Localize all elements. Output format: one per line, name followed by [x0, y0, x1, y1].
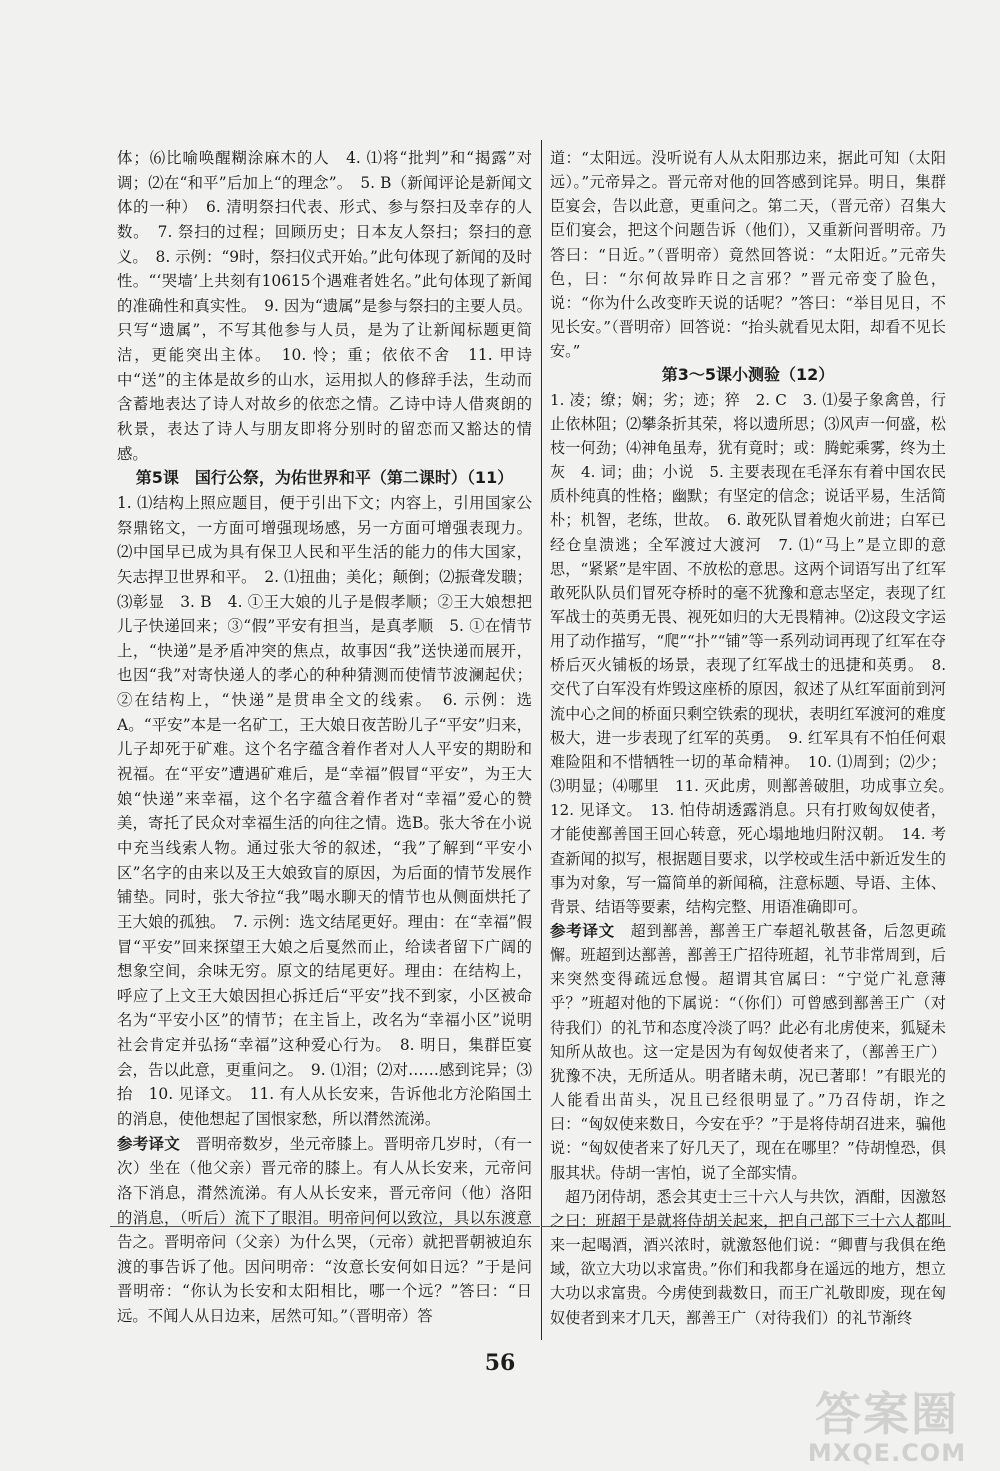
translation-text: 超到鄯善，鄯善王广奉超礼敬甚备，后忽更疏懈。班超到达鄯善，鄯善王广招待班超，礼节非常周到，后来突然变得疏远怠慢。超谓其官属曰：“宁觉广礼意薄乎？”班超对他的下属说：“（你们）可曾感到鄯善王广（对待我们）的礼节和态度冷淡了吗？此必有北虏使来，狐疑未知所从故也。这一定是因为有匈奴使者来了，（鄯善王广）犹豫不决，无所适从。明者睹未萌，况已著耶！”有眼光的人能看出苗头，况且已经很明显了。”乃召侍胡，诈之曰：“匈奴使来数日，今安在乎？”于是将侍胡召进来，骗他说：“匈奴使者来了好几天了，现在在哪里？”侍胡惶恐，俱服其状。侍胡一害怕，说了全部实情。 — [550, 922, 946, 1182]
answer-block: 1. 凌；缭；娴；劣；迹；猝 2. C 3. ⑴晏子象禽兽，行止依林阻；⑵攀条折其荣，将以遗所思；⑶风声一何盛，松枝一何劲；⑷神龟虽寿，犹有竟时；或：腾蛇乘雾，终为土灰 4. 词；曲；小说 5. 主要表现在毛泽东有着中国农民质朴纯真的性格；幽默；有坚定的信念；说话平易，生活简朴；机智，老练，世故。 6. 敢死队冒着炮火前进；白军已经仓皇溃逃；全军渡过大渡河 7. ⑴“马上”是立即的意思，“紧紧”是牢固、不放松的意思。这两个词语写出了红军敢死队队员们冒死夺桥时的毫不犹豫和意志坚定，表现了红军战士的英勇无畏、视死如归的大无畏精神。⑵这段文字运用了动作描写，“爬”“扑”“铺”等一系列动词再现了红军在夺桥后灭火铺板的场景，表现了红军战士的迅捷和英勇。 8. 交代了白军没有炸毁这座桥的原因，叙述了从红军面前到河流中心之间的桥面只剩空铁索的现状，表明红军渡河的难度极大，进一步表现了红军的英勇。 9. 红军具有不怕任何艰难险阻和不惜牺牲一切的革命精神。 10. ⑴周到；⑵少；⑶明显；⑷哪里 11. 灭此虏，则鄯善破胆，功成事立矣。 12. 见译文。 13. 怕侍胡透露消息。只有打败匈奴使者，才能使鄯善国王回心转意，死心塌地地归附汉朝。 14. 考查新闻的拟写，根据题目要求，以学校或生活中新近发生的事为对象，写一篇简单的新闻稿，注意标题、导语、主体、背景、结语等要素，结构完整、用语准确即可。 — [550, 390, 962, 916]
translation-label: 参考译文 — [117, 1134, 181, 1153]
watermark-main: 答案圈 — [815, 1387, 959, 1441]
section-heading: 第3～5课小测验（12） — [661, 365, 835, 385]
answer-block: 道：“太阳远。没听说有人从太阳那边来，据此可知（太阳远）。”元帝异之。晋元帝对他的回答感到诧异。明日，集群臣宴会，告以此意，更重问之。第二天，（晋元帝）召集大臣们宴会，把这个问题告诉（他们），又重新问晋明帝。乃答曰：“日近。”（晋明帝）竟然回答说：“太阳近。”元帝失色，曰：“尔何故异昨日之言邪？”晋元帝变了脸色，说：“你为什么改变昨天说的话呢？”答曰：“举目见日，不见长安。”（晋明帝）回答说：“抬头就看见太阳，却看不见长安。” — [550, 149, 946, 361]
answer-block: 体；⑹比喻唤醒糊涂麻木的人 4. ⑴将“批判”和“揭露”对调；⑵在“和平”后加上“的理念”。 5. B（新闻评论是新闻文体的一种） 6. 清明祭扫代表、形式、参与祭扫及幸存的人数。 7. 祭扫的过程；回顾历史；日本友人祭扫；祭扫的意义。 8. 示例：“9时，祭扫仪式开始。”此句体现了新闻的及时性。“‘哭墙’上共刻有10615个遇难者姓名。”此句体现了新闻的准确性和真实性。 9. 因为“遗属”是参与祭扫的主要人员。只写“遗属”，不写其他参与人员，是为了让新闻标题更简洁，更能突出主体。 10. 怜；重；依依不舍 11. 甲诗中“送”的主体是故乡的山水，运用拟人的修辞手法，生动而含蓄地表达了诗人对故乡的依恋之情。乙诗中诗人借爽朗的秋景，表达了诗人与朋友即将分别时的留恋而又豁达的情感。 — [117, 149, 532, 463]
column-divider — [541, 140, 542, 1340]
translation-block: 超乃闭侍胡，悉会其吏士三十六人与共饮，酒酣，因激怒之曰：班超于是就将侍胡关起来，把自己部下三十六人都叫来一起喝酒，酒兴浓时，就激怒他们说：“卿曹与我俱在绝域，欲立大功以求富贵。”你们和我都身在遥远的地方，想立大功以求富贵。今虏使到裁数日，而王广礼敬即废，现在匈奴使者到来才几天，鄯善王广（对待我们）的礼节渐终 — [550, 1187, 946, 1327]
watermark-url: MXQE.COM — [807, 1439, 967, 1467]
section-heading: 第5课 国行公祭，为佑世界和平（第二课时）（11） — [135, 468, 514, 488]
translation-block — [117, 1132, 532, 1329]
translation-label: 参考译文 — [550, 922, 615, 940]
right-column — [550, 146, 962, 1330]
page-number: 56 — [484, 1350, 516, 1376]
translation-block — [550, 919, 946, 1185]
translation-text: 晋明帝数岁，坐元帝膝上。晋明帝几岁时，（有一次）坐在（他父亲）晋元帝的膝上。有人从长安来，元帝问洛下消息，潸然流涕。有人从长安来，晋元帝问（他）洛阳的消息，（听后）流下了眼泪。明帝问何以致泣，具以东渡意告之。晋明帝问（父亲）为什么哭，（元帝）就把晋朝被迫东渡的事告诉了他。因问明帝：“汝意长安何如日远？”于是问晋明帝：“你认为长安和太阳相比，哪一个远？”答曰：“日远。不闻人从日边来，居然可知。”（晋明帝）答 — [117, 1134, 532, 1326]
watermark-logo — [792, 1388, 982, 1468]
left-column — [117, 146, 532, 1329]
answer-block: 1. ⑴结构上照应题目，便于引出下文；内容上，引用国家公祭鼎铭文，一方面可增强现场感，另一方面可增强表现力。⑵中国早已成为具有保卫人民和平生活的能力的伟大国家，矢志捍卫世界和平。 2. ⑴扭曲；美化；颠倒；⑵振聋发聩；⑶彰显 3. B 4. ①王大娘的儿子是假孝顺；②王大娘想把儿子快递回来；③“假”平安有担当，是真孝顺 5. ①在情节上，“快递”是矛盾冲突的焦点，故事因“我”送快递而展开，也因“我”对寄快递人的孝心的种种猜测而使情节波澜起伏；②在结构上，“快递”是贯串全文的线索。 6. 示例：选A。“平安”本是一名矿工，王大娘日夜苦盼儿子“平安”归来，儿子却死于矿难。这个名字蕴含着作者对人人平安的期盼和祝福。在“平安”遭遇矿难后，是“幸福”假冒“平安”，为王大娘“快递”来幸福，这个名字蕴含着作者对“幸福”爱心的赞美，寄托了民众对幸福生活的向往之情。选B。张大爷在小说中充当线索人物。通过张大爷的叙述，“我”了解到“平安小区”名字的由来以及王大娘致盲的原因，为后面的情节发展作铺垫。同时，张大爷拉“我”喝水聊天的情节也从侧面烘托了王大娘的孤独。 7. 示例：选文结尾更好。理由：在“幸福”假冒“平安”回来探望王大娘之后戛然而止，给读者留下广阔的想象空间，余味无穷。原文的结尾更好。理由：在结构上，呼应了上文王大娘因担心拆迁后“平安”找不到家，小区被命名为“平安小区”的情节；在主旨上，改名为“幸福小区”说明社会肯定并弘扬“幸福”这种爱心行为。 8. 明日，集群臣宴会，告以此意，更重问之。 9. ⑴泪；⑵对……感到诧异；⑶抬 10. 见译文。 11. 有人从长安来，告诉他北方沦陷国土的消息，使他想起了国恨家愁，所以潸然流涕。 — [117, 493, 532, 1128]
